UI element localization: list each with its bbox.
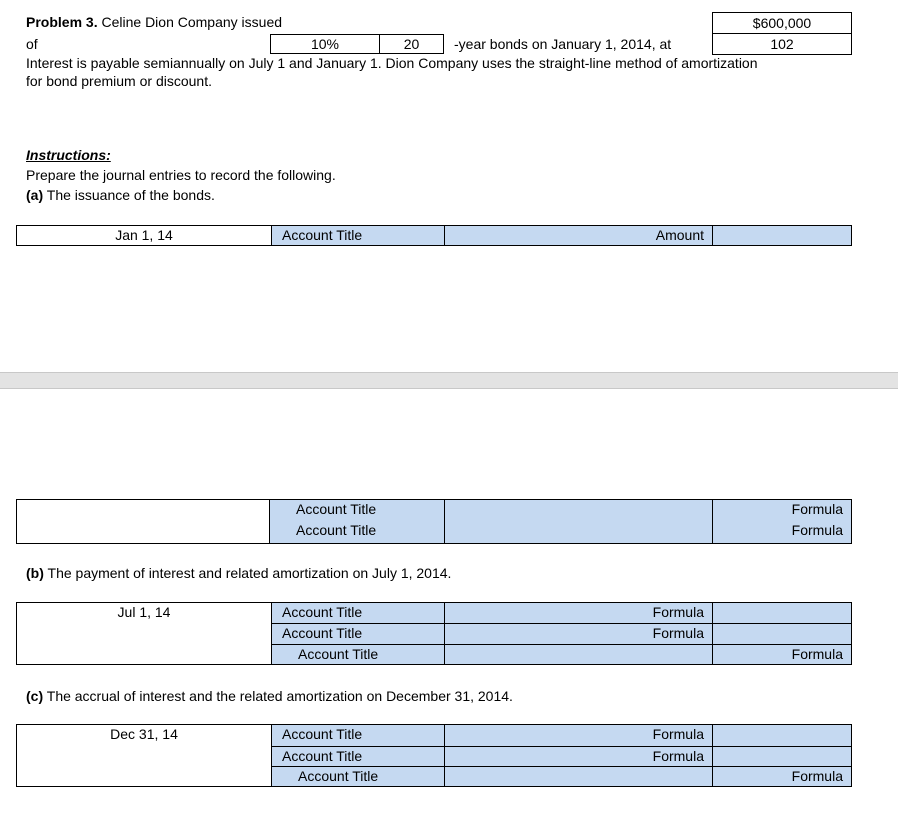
problem-heading: Problem 3. Celine Dion Company issued bbox=[26, 14, 283, 30]
entry-c-table bbox=[16, 724, 852, 787]
entry-b-credit-2[interactable] bbox=[712, 623, 851, 644]
entry-b-credit-1[interactable] bbox=[712, 603, 851, 623]
pane-divider[interactable] bbox=[0, 372, 898, 389]
entry-b-account-title-3[interactable]: Account Title bbox=[271, 644, 444, 664]
entry-c-credit-1[interactable] bbox=[712, 725, 851, 746]
entry-b-account-title-2[interactable]: Account Title bbox=[271, 623, 444, 644]
entry-a2-credit-1[interactable]: Formula bbox=[712, 500, 851, 521]
entry-a-credit[interactable] bbox=[712, 226, 851, 245]
entry-b-account-title-1[interactable]: Account Title bbox=[271, 603, 444, 623]
entry-c-date[interactable]: Dec 31, 14 bbox=[110, 726, 178, 742]
entry-b-table bbox=[16, 602, 852, 665]
entry-c-account-title-3[interactable]: Account Title bbox=[271, 766, 444, 786]
entry-a2-account-title-1[interactable]: Account Title bbox=[269, 500, 444, 521]
instructions-line1: Prepare the journal entries to record the following. bbox=[26, 167, 336, 183]
entry-a2-debit-2[interactable] bbox=[444, 521, 712, 543]
entry-c-credit-3[interactable]: Formula bbox=[712, 766, 851, 786]
entry-c-account-title-2[interactable]: Account Title bbox=[271, 746, 444, 766]
entry-a2-credit-2[interactable]: Formula bbox=[712, 521, 851, 543]
entry-a2-date[interactable] bbox=[17, 500, 269, 543]
year-text: -year bonds on January 1, 2014, at bbox=[454, 36, 672, 52]
entry-a2-debit-1[interactable] bbox=[444, 500, 712, 521]
entry-b-date[interactable]: Jul 1, 14 bbox=[117, 604, 171, 620]
entry-a-table bbox=[16, 225, 852, 246]
entry-a2-account-title-2[interactable]: Account Title bbox=[269, 521, 444, 543]
part-a-label: (a) The issuance of the bonds. bbox=[26, 187, 215, 203]
instructions-title: Instructions: bbox=[26, 147, 111, 163]
entry-b-credit-3[interactable]: Formula bbox=[712, 644, 851, 664]
rate-cell[interactable]: 10% bbox=[270, 34, 380, 54]
years-cell[interactable]: 20 bbox=[379, 34, 444, 54]
entry-b-debit-2[interactable]: Formula bbox=[444, 623, 712, 644]
entry-c-debit-3[interactable] bbox=[444, 766, 712, 786]
entry-c-debit-2[interactable]: Formula bbox=[444, 746, 712, 766]
entry-c-debit-1[interactable]: Formula bbox=[444, 725, 712, 746]
entry-b-debit-1[interactable]: Formula bbox=[444, 603, 712, 623]
entry-c-account-title-1[interactable]: Account Title bbox=[271, 725, 444, 746]
entry-a-date[interactable]: Jan 1, 14 bbox=[115, 227, 173, 243]
part-b-label: (b) The payment of interest and related amortization on July 1, 2014. bbox=[26, 565, 452, 581]
price-cell[interactable]: 102 bbox=[712, 33, 852, 55]
face-value-cell[interactable]: $600,000 bbox=[712, 12, 852, 34]
entry-b-debit-3[interactable] bbox=[444, 644, 712, 664]
problem-line4: for bond premium or discount. bbox=[26, 73, 212, 89]
entry-c-credit-2[interactable] bbox=[712, 746, 851, 766]
entry-a2-table bbox=[16, 499, 852, 544]
entry-a-account-title[interactable]: Account Title bbox=[271, 226, 444, 245]
of-label: of bbox=[26, 36, 38, 52]
part-c-label: (c) The accrual of interest and the related amortization on December 31, 2014. bbox=[26, 688, 513, 704]
entry-a-amount[interactable]: Amount bbox=[444, 226, 712, 245]
problem-line3: Interest is payable semiannually on July 1 and January 1. Dion Company uses the straight-line method of amortization bbox=[26, 55, 758, 71]
